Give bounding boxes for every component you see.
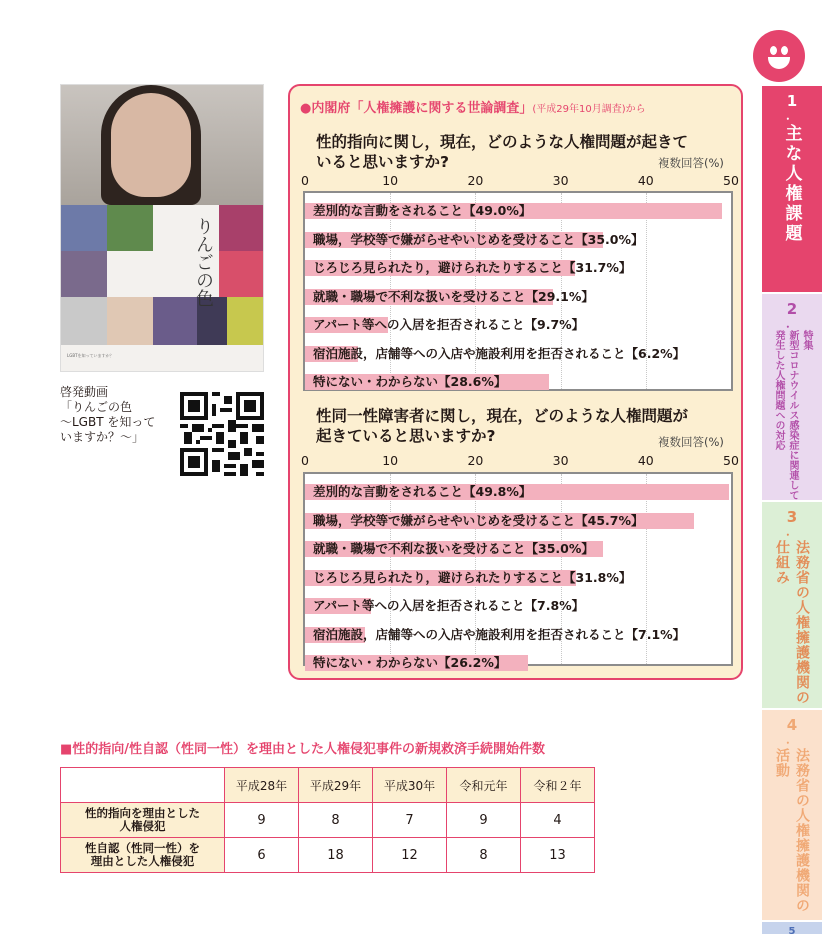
- tab-label: 主な人権課題: [781, 124, 802, 244]
- bar-label: 差別的な言動をされること【49.0%】: [313, 203, 532, 218]
- tab-label-group: [772, 330, 812, 500]
- bar-label: 差別的な言動をされること【49.8%】: [313, 484, 532, 499]
- survey-source-note: (平成29年10月調査)から: [532, 104, 646, 115]
- tab-number: 1: [786, 92, 798, 110]
- unit-label: 複数回答(%): [658, 435, 724, 449]
- row-header: [61, 838, 225, 873]
- tab-pre-label: 特集: [801, 330, 812, 350]
- column-header: 令和２年: [521, 768, 595, 803]
- smiley-logo-icon: [753, 30, 805, 82]
- x-tick-label: 40: [637, 173, 654, 188]
- tab-label-line2: 発生した人権問題への対応: [773, 330, 784, 450]
- chart1-axis: [301, 173, 739, 189]
- poster-title: りんごの色: [193, 217, 214, 307]
- tab-number: 5: [788, 926, 796, 934]
- table-cell: 8: [299, 803, 373, 838]
- bar-label: 特にない・わからない【26.2%】: [313, 655, 507, 670]
- bar-label: じろじろ見られたり，避けられたりすること【31.8%】: [313, 569, 632, 585]
- question-line: 起きていると思いますか?: [316, 427, 496, 445]
- logo-eye-right: [781, 46, 788, 55]
- tab-five[interactable]: [762, 922, 822, 934]
- question-1: [316, 132, 716, 172]
- case-count-table: [60, 767, 595, 873]
- bar-label: アパート等への入居を拒否されること【9.7%】: [313, 317, 585, 332]
- column-header: 平成30年: [373, 768, 447, 803]
- table-cell: 13: [521, 838, 595, 873]
- tab-label: 法務省の人権擁護機関の活動: [774, 748, 810, 913]
- question-line: 性的指向に関し，現在，どのような人権問題が起きて: [316, 133, 689, 151]
- tab-activities[interactable]: [762, 710, 822, 920]
- caption-line: いますか？～」: [60, 430, 145, 444]
- bar-label: 就職・職場で不利な扱いを受けること【29.1%】: [313, 288, 594, 304]
- tab-number: 3: [786, 508, 798, 526]
- tab-number: 4: [786, 716, 798, 734]
- x-tick-label: 10: [382, 173, 399, 188]
- table-row: [61, 803, 595, 838]
- table-cell: 18: [299, 838, 373, 873]
- bar-label: 就職・職場で不利な扱いを受けること【35.0%】: [313, 541, 594, 556]
- bar-label: 宿泊施設，店舗等への入店や施設利用を拒否されること【7.1%】: [313, 626, 686, 642]
- table-cell: 8: [447, 838, 521, 873]
- question-2: [316, 406, 716, 446]
- logo-mouth: [768, 57, 790, 69]
- table-cell: 9: [225, 803, 299, 838]
- table-cell: 12: [373, 838, 447, 873]
- x-tick-label: 40: [637, 453, 654, 468]
- row-header-line: 理由とした人権侵犯: [90, 854, 195, 868]
- column-header: 平成29年: [299, 768, 373, 803]
- caption-line: 啓発動画: [60, 385, 109, 399]
- x-tick-label: 30: [552, 453, 569, 468]
- tab-dot: ．: [785, 732, 798, 746]
- row-header-line: 性自認（性同一性）を: [85, 841, 200, 855]
- tab-organization[interactable]: [762, 502, 822, 708]
- poster-color-grid: [61, 205, 264, 345]
- table-title: ■性的指向/性自認（性同一性）を理由とした人権侵犯事件の新規救済手続開始件数: [60, 742, 546, 757]
- video-poster-image: [60, 84, 264, 372]
- x-tick-label: 50: [723, 453, 739, 468]
- poster-face: [111, 93, 191, 197]
- x-tick-label: 10: [382, 453, 399, 468]
- table-header-row: [61, 768, 595, 803]
- bar-label: 職場，学校等で嫌がらせやいじめを受けること【45.7%】: [313, 512, 644, 528]
- bar-label: じろじろ見られたり，避けられたりすること【31.7%】: [313, 260, 632, 275]
- x-tick-label: 30: [552, 173, 569, 188]
- poster-fine-print: LGBTを知っていますか？: [67, 353, 114, 358]
- tab-label-line1: 新型コロナウイルス感染症に関連して: [787, 330, 798, 500]
- question-line: いると思いますか?: [316, 153, 449, 171]
- table-cell: 6: [225, 838, 299, 873]
- chart2-plot: [303, 472, 733, 670]
- tab-dot: ．: [785, 316, 798, 330]
- x-tick-label: 0: [301, 453, 309, 468]
- tab-main-issues[interactable]: [762, 86, 822, 292]
- row-header-line: 人権侵犯: [119, 819, 166, 833]
- bar-label: アパート等への入居を拒否されること【7.8%】: [313, 598, 585, 613]
- question-line: 性同一性障害者に関し，現在，どのような人権問題が: [316, 407, 689, 425]
- table-cell: 9: [447, 803, 521, 838]
- table-row: [61, 838, 595, 873]
- table-cell: 4: [521, 803, 595, 838]
- survey-panel: [288, 84, 743, 680]
- qr-code-icon[interactable]: [180, 392, 264, 476]
- bar-label: 職場，学校等で嫌がらせやいじめを受けること【35.0%】: [313, 231, 644, 247]
- logo-eye-left: [770, 46, 777, 55]
- x-tick-label: 20: [467, 173, 484, 188]
- column-header: 平成28年: [225, 768, 299, 803]
- caption-line: ～LGBT を知って: [60, 415, 156, 429]
- caption-line: 「りんごの色: [60, 400, 133, 414]
- table-cell: 7: [373, 803, 447, 838]
- x-tick-label: 50: [723, 173, 739, 188]
- survey-source: [300, 97, 646, 116]
- video-caption: [60, 385, 175, 445]
- unit-label: 複数回答(%): [658, 156, 724, 170]
- tab-number: 2: [786, 300, 798, 318]
- table-corner: [61, 768, 225, 803]
- x-tick-label: 20: [467, 453, 484, 468]
- row-header: [61, 803, 225, 838]
- chart1-plot: [303, 191, 733, 391]
- x-tick-label: 0: [301, 173, 309, 188]
- column-header: 令和元年: [447, 768, 521, 803]
- chart2-axis: [301, 453, 739, 469]
- bar-label: 特にない・わからない【28.6%】: [313, 374, 507, 389]
- tab-label: 法務省の人権擁護機関の仕組み: [774, 540, 810, 705]
- tab-dot: ．: [785, 108, 798, 122]
- tab-special-feature[interactable]: [762, 294, 822, 500]
- tab-dot: ．: [785, 524, 798, 538]
- row-header-line: 性的指向を理由とした: [85, 806, 200, 820]
- survey-source-title: ●内閣府「人権擁護に関する世論調査」: [300, 101, 533, 116]
- bar-label: 宿泊施設，店舗等への入店や施設利用を拒否されること【6.2%】: [313, 345, 686, 361]
